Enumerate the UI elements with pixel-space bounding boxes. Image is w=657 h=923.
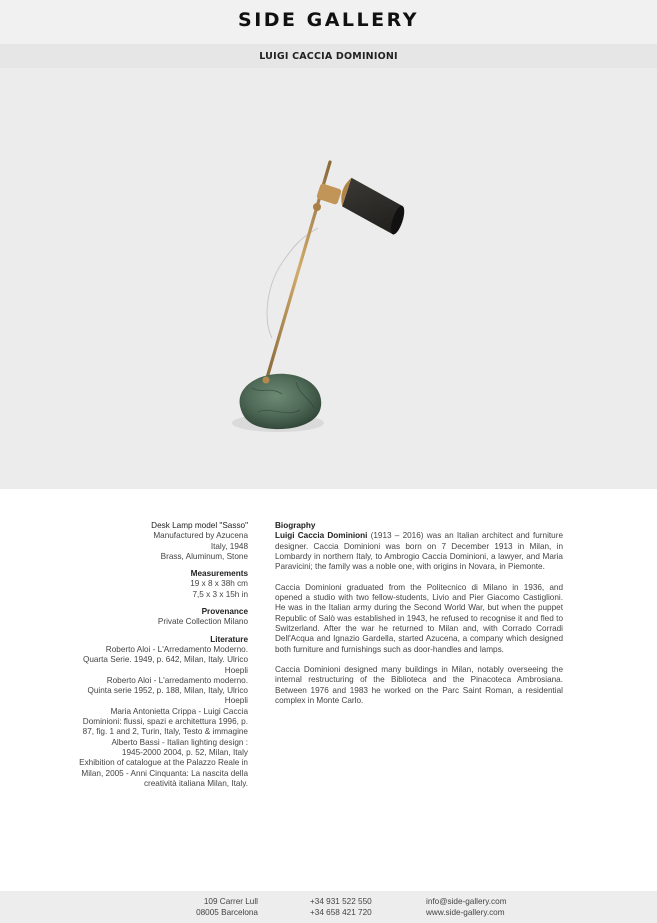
phone-block xyxy=(310,896,372,918)
phone-1[interactable]: +34 931 522 550 xyxy=(310,897,372,906)
product-photo xyxy=(0,68,657,489)
literature-line: Milan, 2005 - Anni Cinquanta: La nascita della xyxy=(81,768,248,778)
literature-line: creatività italiana Milan, Italy. xyxy=(143,778,248,788)
measurements-cm: 19 x 8 x 38h cm xyxy=(190,579,248,589)
literature-line: Dominioni: flussi, spazi e architettura 1996, p. xyxy=(82,717,248,727)
desk-lamp-image xyxy=(0,68,657,489)
literature-line: Roberto Aloi - L'arredamento moderno. xyxy=(106,675,248,685)
artist-name: LUIGI CACCIA DOMINIONI xyxy=(259,50,398,62)
contact-block xyxy=(426,896,507,918)
gallery-logo: SIDE GALLERY xyxy=(238,9,419,31)
email-link[interactable]: info@side-gallery.com xyxy=(426,897,507,906)
provenance-heading: Provenance xyxy=(201,607,248,617)
address-line-1: 109 Carrer Lull xyxy=(203,897,258,906)
biography-paragraph-1-text: (1913 – 2016) was an Italian architect and furniture designer. Caccia Dominioni was born on 7 December 1913 in Milan, in Lombardy in northern Italy, to Ambrogio Caccia Dominioni, a lawyer, and Maria Paravicini; the family was a noble one, with origins in Novara, in Piemonte. xyxy=(275,531,563,572)
origin: Italy, 1948 xyxy=(210,541,248,551)
biography-section xyxy=(275,521,563,717)
literature-line: Hoepli xyxy=(224,665,248,675)
materials: Brass, Aluminum, Stone xyxy=(160,551,248,561)
literature-line: 1945-2000 2004, p. 52, Milan, Italy xyxy=(121,747,248,757)
biography-paragraph-2: Caccia Dominioni graduated from the Politecnico di Milano in 1936, and opened a studio with two fellow-students, Livio and Pier Giacomo Castiglioni. He was in the Italian army during the Second World War, but when the puppet Republic of Salò was established in 1943, he refused to recognise it and fled to Switzerland. After the war he returned to Milan and, with Corrado Corradi Dell'Acqua and Ignazio Gardella, started Azucena, a company which designed both furniture and furnishings such as door-handles and lamps. xyxy=(275,582,563,654)
page-header xyxy=(0,0,657,44)
literature-line: Hoepli xyxy=(224,696,248,706)
literature-line: Quinta serie 1952, p. 188, Milan, Italy, Ulrico xyxy=(87,686,248,696)
manufacturer: Manufactured by Azucena xyxy=(153,531,248,541)
lamp-details xyxy=(40,521,248,789)
provenance: Private Collection Milano xyxy=(157,617,248,627)
artist-bar xyxy=(0,44,657,68)
literature-line: Exhibition of catalogue at the Palazzo Reale in xyxy=(79,758,248,768)
literature-line: Roberto Aloi - L'Arredamento Moderno. xyxy=(105,644,248,654)
biography-heading: Biography xyxy=(275,521,316,530)
measurements-heading: Measurements xyxy=(190,569,248,579)
address-line-2: 08005 Barcelona xyxy=(196,908,258,917)
lamp-title: Desk Lamp model "Sasso" xyxy=(151,521,248,530)
designer-name: Luigi Caccia Dominioni xyxy=(275,531,368,541)
literature-heading: Literature xyxy=(210,634,248,644)
measurements-in: 7,5 x 3 x 15h in xyxy=(192,589,248,599)
biography-paragraph-1 xyxy=(275,531,563,572)
biography-paragraph-3: Caccia Dominioni designed many buildings in Milan, notably overseeing the internal restructuring of the Biblioteca and the Pinacoteca Ambrosiana. Between 1976 and 1983 he worked on the Parc Saint Roman, a residential complex in Monte Carlo. xyxy=(275,665,563,706)
literature-line: Alberto Bassi - Italian lighting design : xyxy=(111,737,248,747)
page-footer xyxy=(0,891,657,923)
literature-line: Maria Antonietta Crippa - Luigi Caccia xyxy=(110,706,248,716)
literature-line: 87, fig. 1 and 2, Turin, Italy, Testo & immagine xyxy=(82,727,248,737)
website-link[interactable]: www.side-gallery.com xyxy=(426,908,505,917)
literature-line: Quarta Serie. 1949, p. 642, Milan, Italy. Ulrico xyxy=(82,655,248,665)
phone-2[interactable]: +34 658 421 720 xyxy=(310,908,372,917)
address-block xyxy=(191,896,258,918)
